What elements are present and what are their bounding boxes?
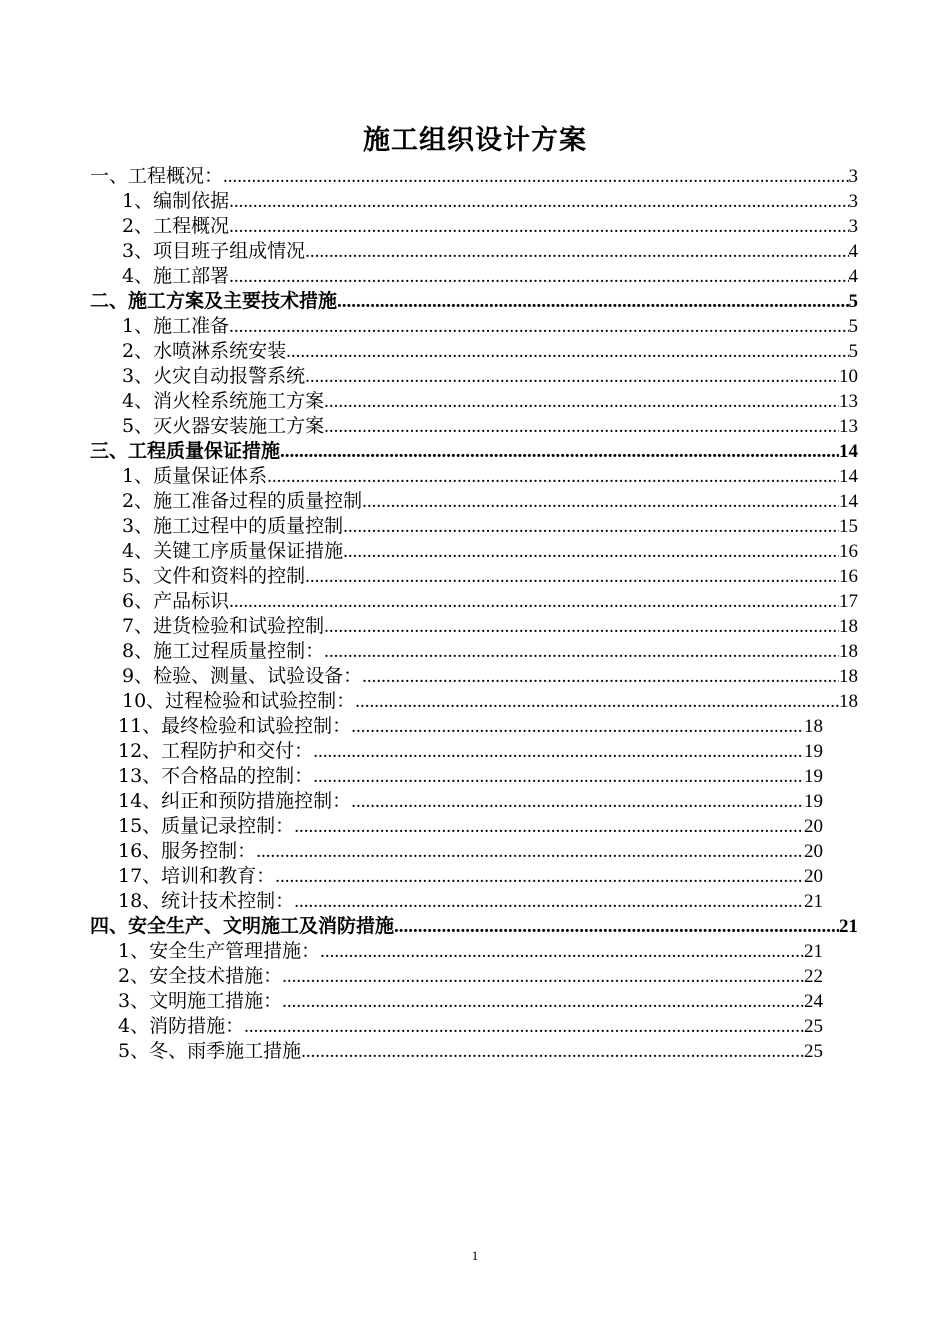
toc-entry-label: 四、安全生产、文明施工及消防措施 (90, 915, 395, 937)
toc-entry[interactable] (122, 264, 858, 289)
toc-entry[interactable] (122, 614, 858, 639)
toc-leader-dots (267, 464, 839, 489)
toc-entry[interactable] (122, 389, 858, 414)
toc-entry-label: 5、冬、雨季施工措施 (118, 1040, 302, 1062)
toc-entry-page: 14 (839, 466, 858, 487)
toc-entry-label: 1、安全生产管理措施： (118, 940, 321, 962)
toc-entry-page: 25 (804, 1041, 823, 1062)
toc-entry[interactable] (90, 439, 858, 464)
toc-entry-label: 16、服务控制： (118, 840, 257, 862)
toc-leader-dots (313, 739, 804, 764)
toc-entry[interactable] (122, 464, 858, 489)
toc-leader-dots (282, 989, 804, 1014)
toc-entry-page: 20 (804, 816, 823, 837)
toc-entry-label: 7、进货检验和试验控制 (122, 615, 325, 637)
toc-leader-dots (324, 389, 839, 414)
toc-leader-dots (223, 164, 848, 189)
toc-leader-dots (229, 264, 848, 289)
toc-entry-page: 18 (839, 691, 858, 712)
toc-entry[interactable] (122, 639, 858, 664)
toc-entry-label: 11、最终检验和试验控制： (118, 715, 352, 737)
toc-entry[interactable] (122, 539, 858, 564)
toc-entry[interactable] (122, 564, 858, 589)
toc-entry-page: 16 (839, 541, 858, 562)
toc-entry[interactable] (122, 239, 858, 264)
toc-leader-dots (324, 614, 839, 639)
toc-entry-page: 10 (839, 366, 858, 387)
toc-leader-dots (256, 839, 804, 864)
toc-entry[interactable] (118, 939, 823, 964)
toc-entry-page: 15 (839, 516, 858, 537)
toc-entry-page: 16 (839, 566, 858, 587)
toc-entry-label: 二、施工方案及主要技术措施 (90, 290, 338, 312)
toc-entry[interactable] (118, 1014, 823, 1039)
toc-entry-label: 13、不合格品的控制： (118, 765, 314, 787)
toc-entry[interactable] (90, 164, 858, 189)
toc-leader-dots (337, 289, 848, 314)
toc-entry[interactable] (118, 839, 823, 864)
toc-entry-label: 一、工程概况： (90, 165, 224, 187)
toc-entry-page: 20 (804, 841, 823, 862)
toc-entry[interactable] (122, 189, 858, 214)
toc-leader-dots (244, 1014, 804, 1039)
toc-entry[interactable] (118, 864, 823, 889)
toc-leader-dots (305, 564, 839, 589)
toc-leader-dots (362, 489, 839, 514)
toc-entry[interactable] (122, 514, 858, 539)
toc-entry-label: 12、工程防护和交付： (118, 740, 314, 762)
toc-leader-dots (229, 314, 848, 339)
toc-entry-label: 6、产品标识 (122, 590, 230, 612)
toc-entry-label: 2、水喷淋系统安装 (122, 340, 287, 362)
toc-entry-label: 三、工程质量保证措施 (90, 440, 281, 462)
toc-entry-page: 18 (839, 641, 858, 662)
toc-entry-label: 5、文件和资料的控制 (122, 565, 306, 587)
toc-entry-page: 19 (804, 791, 823, 812)
toc-entry-label: 1、施工准备 (122, 315, 230, 337)
toc-entry-page: 17 (839, 591, 858, 612)
toc-leader-dots (294, 889, 804, 914)
toc-leader-dots (280, 439, 839, 464)
toc-entry[interactable] (90, 289, 858, 314)
toc-entry-label: 3、火灾自动报警系统 (122, 365, 306, 387)
toc-entry[interactable] (122, 689, 858, 714)
toc-entry-label: 9、检验、测量、试验设备： (122, 665, 363, 687)
toc-entry[interactable] (122, 339, 858, 364)
toc-entry-label: 4、施工部署 (122, 265, 230, 287)
toc-entry[interactable] (118, 989, 823, 1014)
toc-entry-page: 19 (804, 766, 823, 787)
toc-entry-label: 10、过程检验和试验控制： (122, 690, 356, 712)
toc-leader-dots (394, 914, 839, 939)
toc-entry-label: 17、培训和教育： (118, 865, 276, 887)
toc-entry-page: 13 (839, 416, 858, 437)
toc-entry-page: 21 (839, 916, 858, 937)
toc-entry[interactable] (118, 764, 823, 789)
toc-entry-label: 2、施工准备过程的质量控制 (122, 490, 363, 512)
toc-entry-label: 4、关键工序质量保证措施 (122, 540, 344, 562)
toc-entry-page: 3 (848, 216, 858, 237)
toc-entry-page: 24 (804, 991, 823, 1012)
toc-leader-dots (362, 664, 839, 689)
toc-leader-dots (351, 714, 804, 739)
toc-entry-label: 8、施工过程质量控制： (122, 640, 325, 662)
page-number: 1 (471, 1248, 479, 1263)
toc-entry-label: 3、施工过程中的质量控制 (122, 515, 344, 537)
toc-entry-page: 3 (848, 166, 858, 187)
toc-entry-page: 5 (848, 341, 858, 362)
toc-entry[interactable] (122, 314, 858, 339)
toc-entry-page: 25 (804, 1016, 823, 1037)
toc-leader-dots (301, 1039, 804, 1064)
toc-entry-label: 3、项目班子组成情况 (122, 240, 306, 262)
toc-leader-dots (343, 539, 839, 564)
toc-leader-dots (324, 639, 839, 664)
toc-entry-label: 15、质量记录控制： (118, 815, 295, 837)
toc-entry-page: 21 (804, 941, 823, 962)
toc-leader-dots (229, 214, 848, 239)
toc-entry[interactable] (118, 814, 823, 839)
toc-leader-dots (275, 864, 804, 889)
toc-entry-label: 2、安全技术措施： (118, 965, 283, 987)
toc-entry[interactable] (118, 789, 823, 814)
toc-leader-dots (294, 814, 804, 839)
toc-leader-dots (324, 414, 839, 439)
toc-entry-page: 13 (839, 391, 858, 412)
toc-entry-label: 1、编制依据 (122, 190, 230, 212)
toc-entry-page: 4 (848, 241, 858, 262)
toc-leader-dots (320, 939, 804, 964)
toc-entry-page: 14 (839, 491, 858, 512)
toc-leader-dots (282, 964, 804, 989)
toc-entry[interactable] (118, 964, 823, 989)
toc-entry[interactable] (122, 664, 858, 689)
toc-entry-page: 18 (804, 716, 823, 737)
toc-entry-page: 19 (804, 741, 823, 762)
toc-leader-dots (355, 689, 839, 714)
toc-leader-dots (305, 364, 839, 389)
toc-entry-label: 4、消火栓系统施工方案 (122, 390, 325, 412)
toc-entry[interactable] (122, 489, 858, 514)
toc-entry-page: 18 (839, 666, 858, 687)
toc-entry[interactable] (118, 714, 823, 739)
toc-entry-page: 3 (848, 191, 858, 212)
toc-entry-page: 21 (804, 891, 823, 912)
toc-entry-label: 3、文明施工措施： (118, 990, 283, 1012)
toc-entry-label: 2、工程概况 (122, 215, 230, 237)
toc-entry-label: 5、灭火器安装施工方案 (122, 415, 325, 437)
toc-entry[interactable] (118, 1039, 823, 1064)
toc-entry-page: 5 (848, 291, 858, 312)
document-title: 施工组织设计方案 (363, 125, 587, 156)
toc-leader-dots (343, 514, 839, 539)
toc-entry-page: 14 (839, 441, 858, 462)
toc-entry-page: 5 (848, 316, 858, 337)
toc-leader-dots (229, 189, 848, 214)
toc-entry[interactable] (118, 889, 823, 914)
toc-entry-page: 22 (804, 966, 823, 987)
toc-leader-dots (229, 589, 839, 614)
toc-entry-label: 1、质量保证体系 (122, 465, 268, 487)
toc-entry[interactable] (122, 589, 858, 614)
toc-entry[interactable] (122, 214, 858, 239)
toc-leader-dots (351, 789, 804, 814)
toc-leader-dots (286, 339, 848, 364)
toc-entry-label: 14、纠正和预防措施控制： (118, 790, 352, 812)
toc-leader-dots (305, 239, 848, 264)
toc-entry[interactable] (118, 739, 823, 764)
toc-entry[interactable] (122, 414, 858, 439)
toc-entry-page: 20 (804, 866, 823, 887)
toc-entry-label: 4、消防措施： (118, 1015, 245, 1037)
toc-entry[interactable] (90, 914, 858, 939)
toc-entry-label: 18、统计技术控制： (118, 890, 295, 912)
toc-entry[interactable] (122, 364, 858, 389)
toc-entry-page: 4 (848, 266, 858, 287)
toc-entry-page: 18 (839, 616, 858, 637)
toc-leader-dots (313, 764, 804, 789)
